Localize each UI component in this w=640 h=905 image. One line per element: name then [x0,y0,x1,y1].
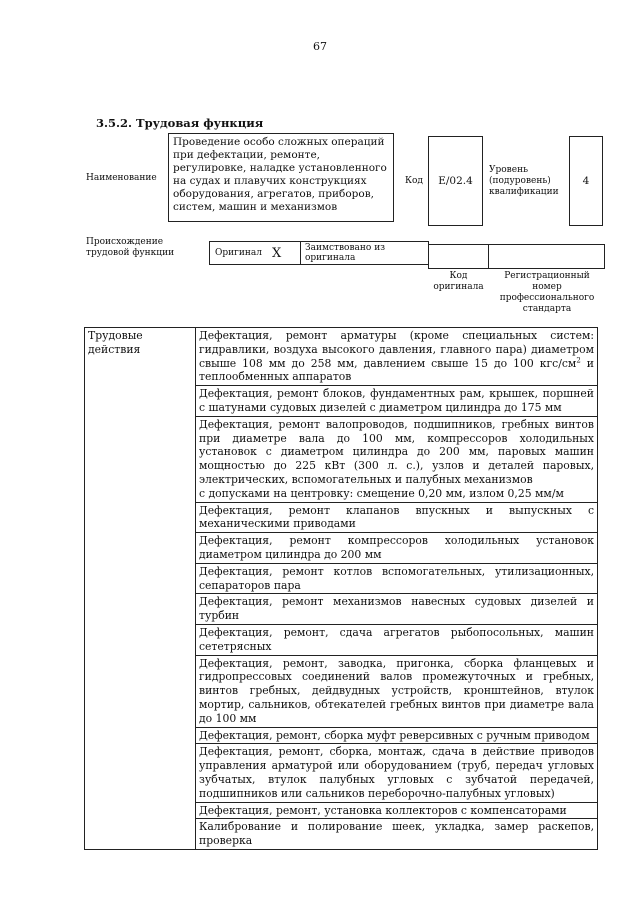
action-text: Калибрование и полирование шеек, укладка, замер раскепов, проверка [199,820,594,848]
uroven-label: Уровень (подуровень) квалификации [489,165,559,197]
action-text: Дефектация, ремонт блоков, фундаментных рам, крышек, поршней с шатунами судовых дизелей с диаметром цилиндра до 175 мм [199,387,594,414]
action-text: Дефектация, ремонт, заводка, пригонка, сборка фланцевых и гидропрессовых соединений валов промежуточных и гребных, винтов гребных, дейдвудных устройств, кронштейнов, втулок мортир, сальников, обтекателей гребных винтов при диаметре вала до 100 мм [199,656,594,725]
actions-heading: Трудовые действия [85,328,196,850]
labor-action [196,624,598,655]
reg-nomer-box [488,244,605,269]
naim-label: Наименование [86,172,157,183]
action-text: Дефектация, ремонт котлов вспомогательных, утилизационных, сепараторов пара [199,564,594,592]
uroven-value: 4 [582,174,590,187]
labor-action [196,744,598,802]
action-text: Дефектация, ремонт компрессоров холодильных установок диаметром цилиндра до 200 мм [199,534,594,561]
function-name: Проведение особо сложных операций при дефектации, ремонте, регулировке, наладке установленного на судах и плавучих конструкциях оборудования, агрегатов, приборов, систем, машин и механизмов [173,136,387,213]
zaimstv-box [300,241,429,265]
original-label: Оригинал [215,247,262,258]
proiskh-label: Происхождение трудовой функции [86,237,175,258]
action-text: Дефектация, ремонт, сборка муфт реверсивных с ручным приводом [199,728,590,742]
labor-action [196,386,598,417]
labor-action [196,594,598,625]
action-text: Дефектация, ремонт валопроводов, подшипников, гребных винтов при диаметре вала до 100 мм, компрессоров холодильных установок с диаметром цилиндра до 200 мм, паровых машин мощностью до 225 кВт (300 л. с.), узлов и деталей паровых, электрических, вспомогательных и палубных механизмов [199,417,594,486]
action-superscript: 2 [576,356,581,364]
action-text-extra: с допусками на центровку: смещение 0,20 мм, излом 0,25 мм/м [199,486,564,500]
action-text: Дефектация, ремонт арматуры (кроме специальных систем: гидравлики, воздуха высокого давления, главного пара) диаметром свыше 108 мм до 258 мм, давлением свыше 15 до 100 кгс/см [199,329,594,370]
labor-action [196,328,598,386]
labor-action [196,802,598,819]
reg-nomer-label: Регистрационный номер профессионального стандарта [499,271,595,314]
labor-action [196,502,598,533]
action-text: Дефектация, ремонт, сборка, монтаж, сдача в действие приводов управления арматурой или оборудованием (труб, передач угловых зубчатых, втулок палубных угловых с зубчатой передачей, подшипников или сальников переборочно-палубных угловых) [199,745,594,800]
section-title: 3.5.2. Трудовая функция [96,116,264,130]
function-name-box [168,133,394,222]
labor-action [196,727,598,744]
labor-action [196,533,598,564]
action-text: Дефектация, ремонт, сдача агрегатов рыбопосольных, машин сететрясных [199,625,594,653]
kod-label: Код [405,176,423,186]
kod-value-box [428,136,483,226]
labor-action [196,563,598,594]
action-text: Дефектация, ремонт клапанов впускных и выпускных с механическими приводами [199,503,594,531]
zaimstv-label: Заимствовано из оригинала [305,243,386,263]
original-mark: X [271,245,282,261]
action-text: Дефектация, ремонт, установка коллекторов с компенсаторами [199,803,567,817]
kod-orig-box [428,244,489,269]
labor-actions-table [84,327,598,850]
action-text-tail: и теплообменных аппаратов [199,356,594,384]
labor-action [196,416,598,502]
uroven-value-box [569,136,603,226]
kod-orig-label: Код оригинала [433,271,484,292]
labor-action [196,819,598,850]
action-text: Дефектация, ремонт механизмов навесных судовых дизелей и турбин [199,595,594,623]
kod-value: E/02.4 [438,174,473,187]
page-number: 67 [313,40,327,53]
labor-action [196,655,598,727]
original-box [209,241,301,265]
